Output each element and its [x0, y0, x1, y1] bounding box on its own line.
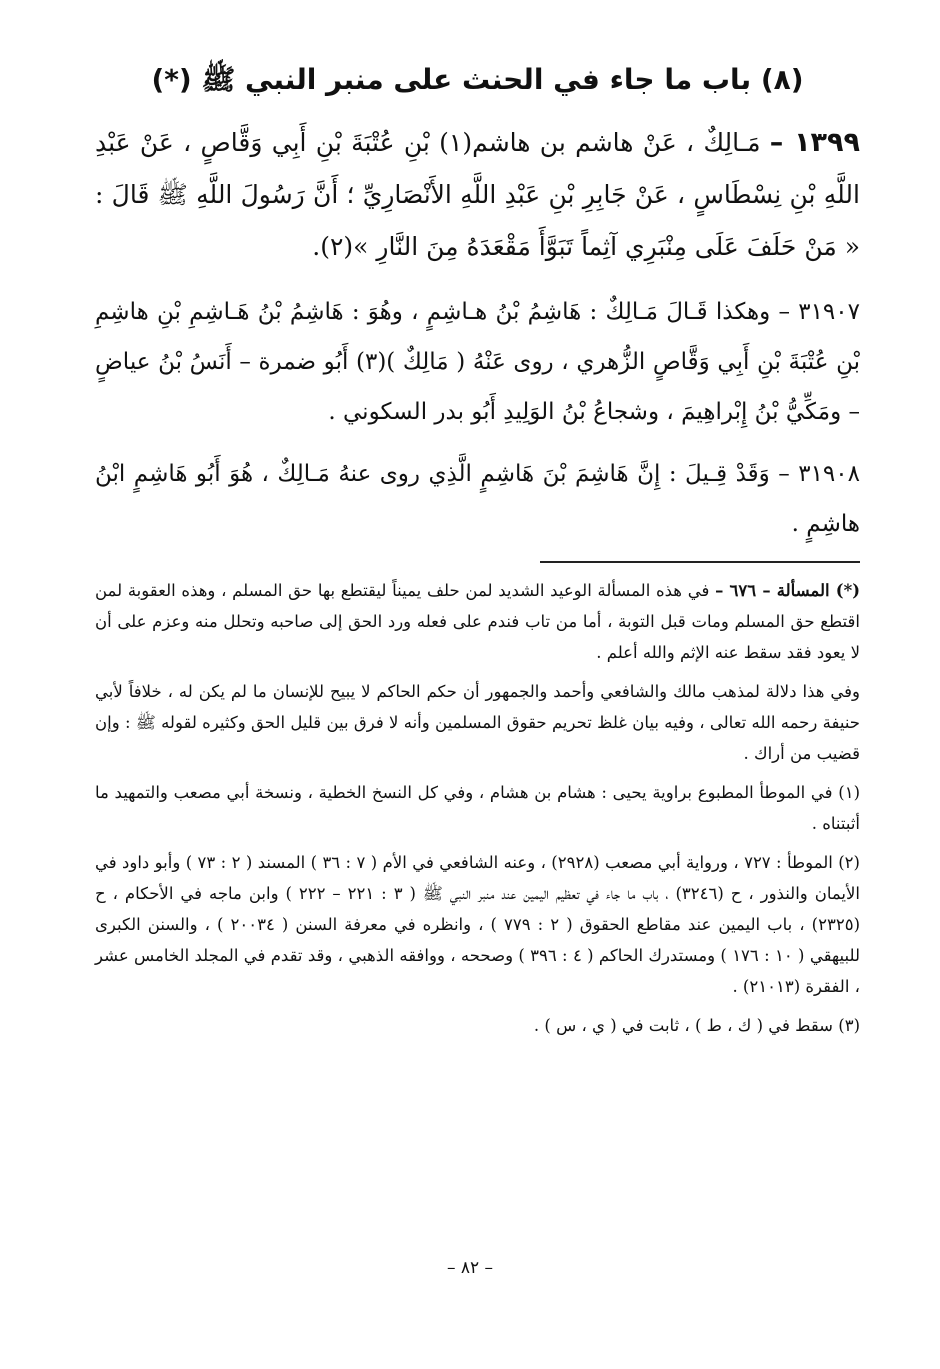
footnote-label: (١): [838, 783, 860, 803]
footnote-2: [95, 847, 860, 1002]
paragraph-31907: ٣١٩٠٧ – وهكذا قَـالَ مَـالِكٌ : هَاشِمُ بْنُ هـاشِمٍ ، وهُوَ : هَاشِمُ بْنُ هَـاشِمِ بْنِ هاشِمِ بْنِ عُتْبَةَ بْنِ أَبِي وَقَّاصٍ الزُّهري ، روى عَنْهُ ( مَالِكٌ )(٣) أَبُو ضمرة – أَنَسُ بْنُ عياضٍ – ومَكِّيُّ بْنُ إِبْراهِيمَ ، وشجاعُ بْنُ الوَلِيدِ أَبُو بدر السكوني .: [95, 299, 860, 426]
footnote-text: في الموطأ المطبوع براوية يحيى : هشام بن هشام ، وفي كل النسخ الخطية ، ونسخة أبي مصعب والتمهيد ما أثبتناه .: [95, 783, 860, 834]
paragraph-31908: ٣١٩٠٨ – وَقَدْ قِـيلَ : إِنَّ هَاشِمَ بْنَ هَاشِمٍ الَّذِي روى عنهُ مَـالِكٌ ، هُوَ أَبُو هَاشِمٍ ابْنُ هاشِمٍ .: [95, 461, 860, 538]
hadith-number: ١٣٩٩ –: [769, 127, 860, 159]
footnote-text: في هذه المسألة الوعيد الشديد لمن حلف يميناً ليقتطع بها حق المسلم ، وهذه العقوبة لمن اقتطع حق المسلم ومات قبل التوبة ، أما من تاب فندم على فعله ورد الحق إلى صاحبه وتحلل منه وعزم على أن لا يعود فقد سقط عنه الإثم والله أعلم .: [95, 581, 860, 663]
footnote-label: (*) المسألة – ٦٧٦ –: [715, 581, 861, 601]
page-body: [95, 60, 860, 1049]
footnote-divider: [540, 561, 860, 563]
page-number: – ٨٢ –: [446, 1258, 494, 1278]
hadith-text: مَـالِكٌ ، عَنْ هاشم بن هاشم(١) بْنِ عُتْبَةَ بْنِ أَبِي وَقَّاصٍ ، عَنْ عَبْدِ اللَّهِ بْنِ نِسْطَاسٍ ، عَنْ جَابِرِ بْنِ عَبْدِ اللَّهِ الأَنْصَارِيِّ ؛ أَنَّ رَسُولَ اللَّهِ ﷺ قَالَ : « مَنْ حَلَفَ عَلَى مِنْبَرِي آثِماً تَبَوَّأَ مَقْعَدَهُ مِنَ النَّارِ »(٢).: [95, 128, 860, 262]
hadith-paragraph: [95, 117, 860, 273]
footnote-label: (٢): [838, 853, 860, 873]
footnote-text: الموطأ : ٧٢٧ ، ورواية أبي مصعب (٢٩٢٨) ، وعنه الشافعي في الأم ( ٧ : ٣٦ ) المسند ( ٢ : ٧٣ ) وأبو داود في الأيمان والنذور ، ح (٣٢٤٦) ، باب ما جاء في تعظيم اليمين عند منبر النبي ﷺ ( ٣ : ٢٢١ – ٢٢٢ ) وابن ماجه في الأحكام ، ح (٢٣٢٥) ، باب اليمين عند مقاطع الحقوق ( ٢ : ٧٧٩ ) ، وانظره في معرفة السنن ( ٢٠٠٣٤ ) ، والسنن الكبرى للبيهقي ( ١٠ : ١٧٦ ) ومستدرك الحاكم ( ٤ : ٣٩٦ ) وصححه ، ووافقه الذهبي ، وقد تقدم في المجلد الخامس عشر ، الفقرة (٢١٠١٣) .: [95, 853, 861, 997]
footnote-label: (٣): [838, 1016, 860, 1036]
footnote-issue: [95, 575, 860, 668]
footnote-text: سقط في ( ك ، ط ) ، ثابت في ( ي ، س ) .: [533, 1016, 833, 1036]
chapter-title: (٨) باب ما جاء في الحنث على منبر النبي ﷺ (*): [151, 63, 804, 96]
footnote-issue-continued: [95, 676, 860, 769]
footnote-1: [95, 777, 860, 839]
footnote-3: [95, 1010, 860, 1041]
footnote-text: وفي هذا دلالة لمذهب مالك والشافعي وأحمد والجمهور أن حكم الحاكم لا يبيح للإنسان ما لم يكن له ، خلافاً لأبي حنيفة رحمه الله تعالى ، وفيه بيان غلظ تحريم حقوق المسلمين وأنه لا فرق بين قليل الحق وكثيره لقوله ﷺ : وإن قضيب من أراك .: [95, 682, 860, 764]
